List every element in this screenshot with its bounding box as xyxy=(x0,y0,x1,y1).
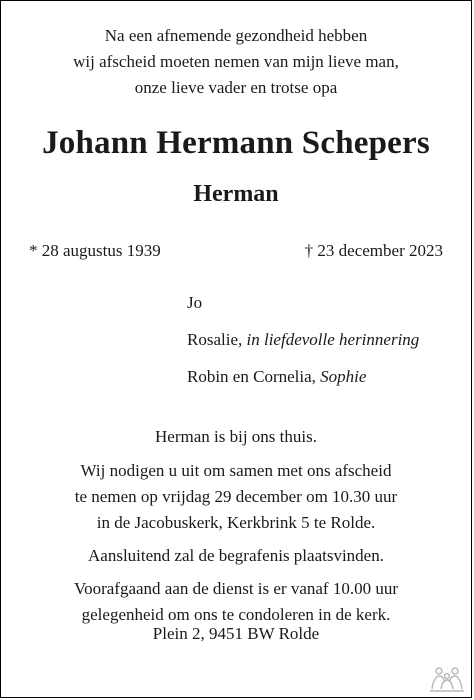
paragraph-line: Wij nodigen u uit om samen met ons afscheid xyxy=(80,461,392,480)
paragraph-line: Herman is bij ons thuis. xyxy=(155,427,317,446)
survivor-item xyxy=(187,364,419,401)
paragraph-line: gelegenheid om ons te condoleren in de kerk. xyxy=(81,605,391,624)
survivors-list xyxy=(187,290,419,401)
deceased-nickname: Herman xyxy=(193,181,279,207)
intro-line: wij afscheid moeten nemen van mijn lieve man, xyxy=(73,52,399,71)
paragraph-line: Voorafgaand aan de dienst is er vanaf 10.00 uur xyxy=(74,579,398,598)
family-figures-logo-icon xyxy=(427,665,467,693)
paragraph-line: in de Jacobuskerk, Kerkbrink 5 te Rolde. xyxy=(96,513,376,532)
survivor-note: in liefdevolle herinnering xyxy=(246,330,420,349)
survivor-note: Sophie xyxy=(320,367,367,386)
home-address: Plein 2, 9451 BW Rolde xyxy=(152,624,320,643)
at-home-paragraph xyxy=(1,424,471,450)
paragraph-line: Aansluitend zal de begrafenis plaatsvinden. xyxy=(88,546,384,565)
paragraph-line: te nemen op vrijdag 29 december om 10.30 uur xyxy=(74,487,398,506)
survivor-name: Robin en Cornelia, xyxy=(187,367,321,386)
burial-paragraph xyxy=(1,543,471,569)
death-date: † 23 december 2023 xyxy=(304,241,443,260)
survivor-item xyxy=(187,290,419,327)
intro-text xyxy=(1,23,471,101)
survivor-name: Jo xyxy=(187,293,203,312)
intro-line: Na een afnemende gezondheid hebben xyxy=(104,26,368,45)
deceased-full-name: Johann Hermann Schepers xyxy=(42,125,430,161)
birth-date: * 28 augustus 1939 xyxy=(29,241,161,260)
survivor-item xyxy=(187,327,419,364)
survivor-name: Rosalie, xyxy=(187,330,247,349)
intro-line: onze lieve vader en trotse opa xyxy=(134,78,338,97)
invitation-paragraph xyxy=(1,458,471,536)
